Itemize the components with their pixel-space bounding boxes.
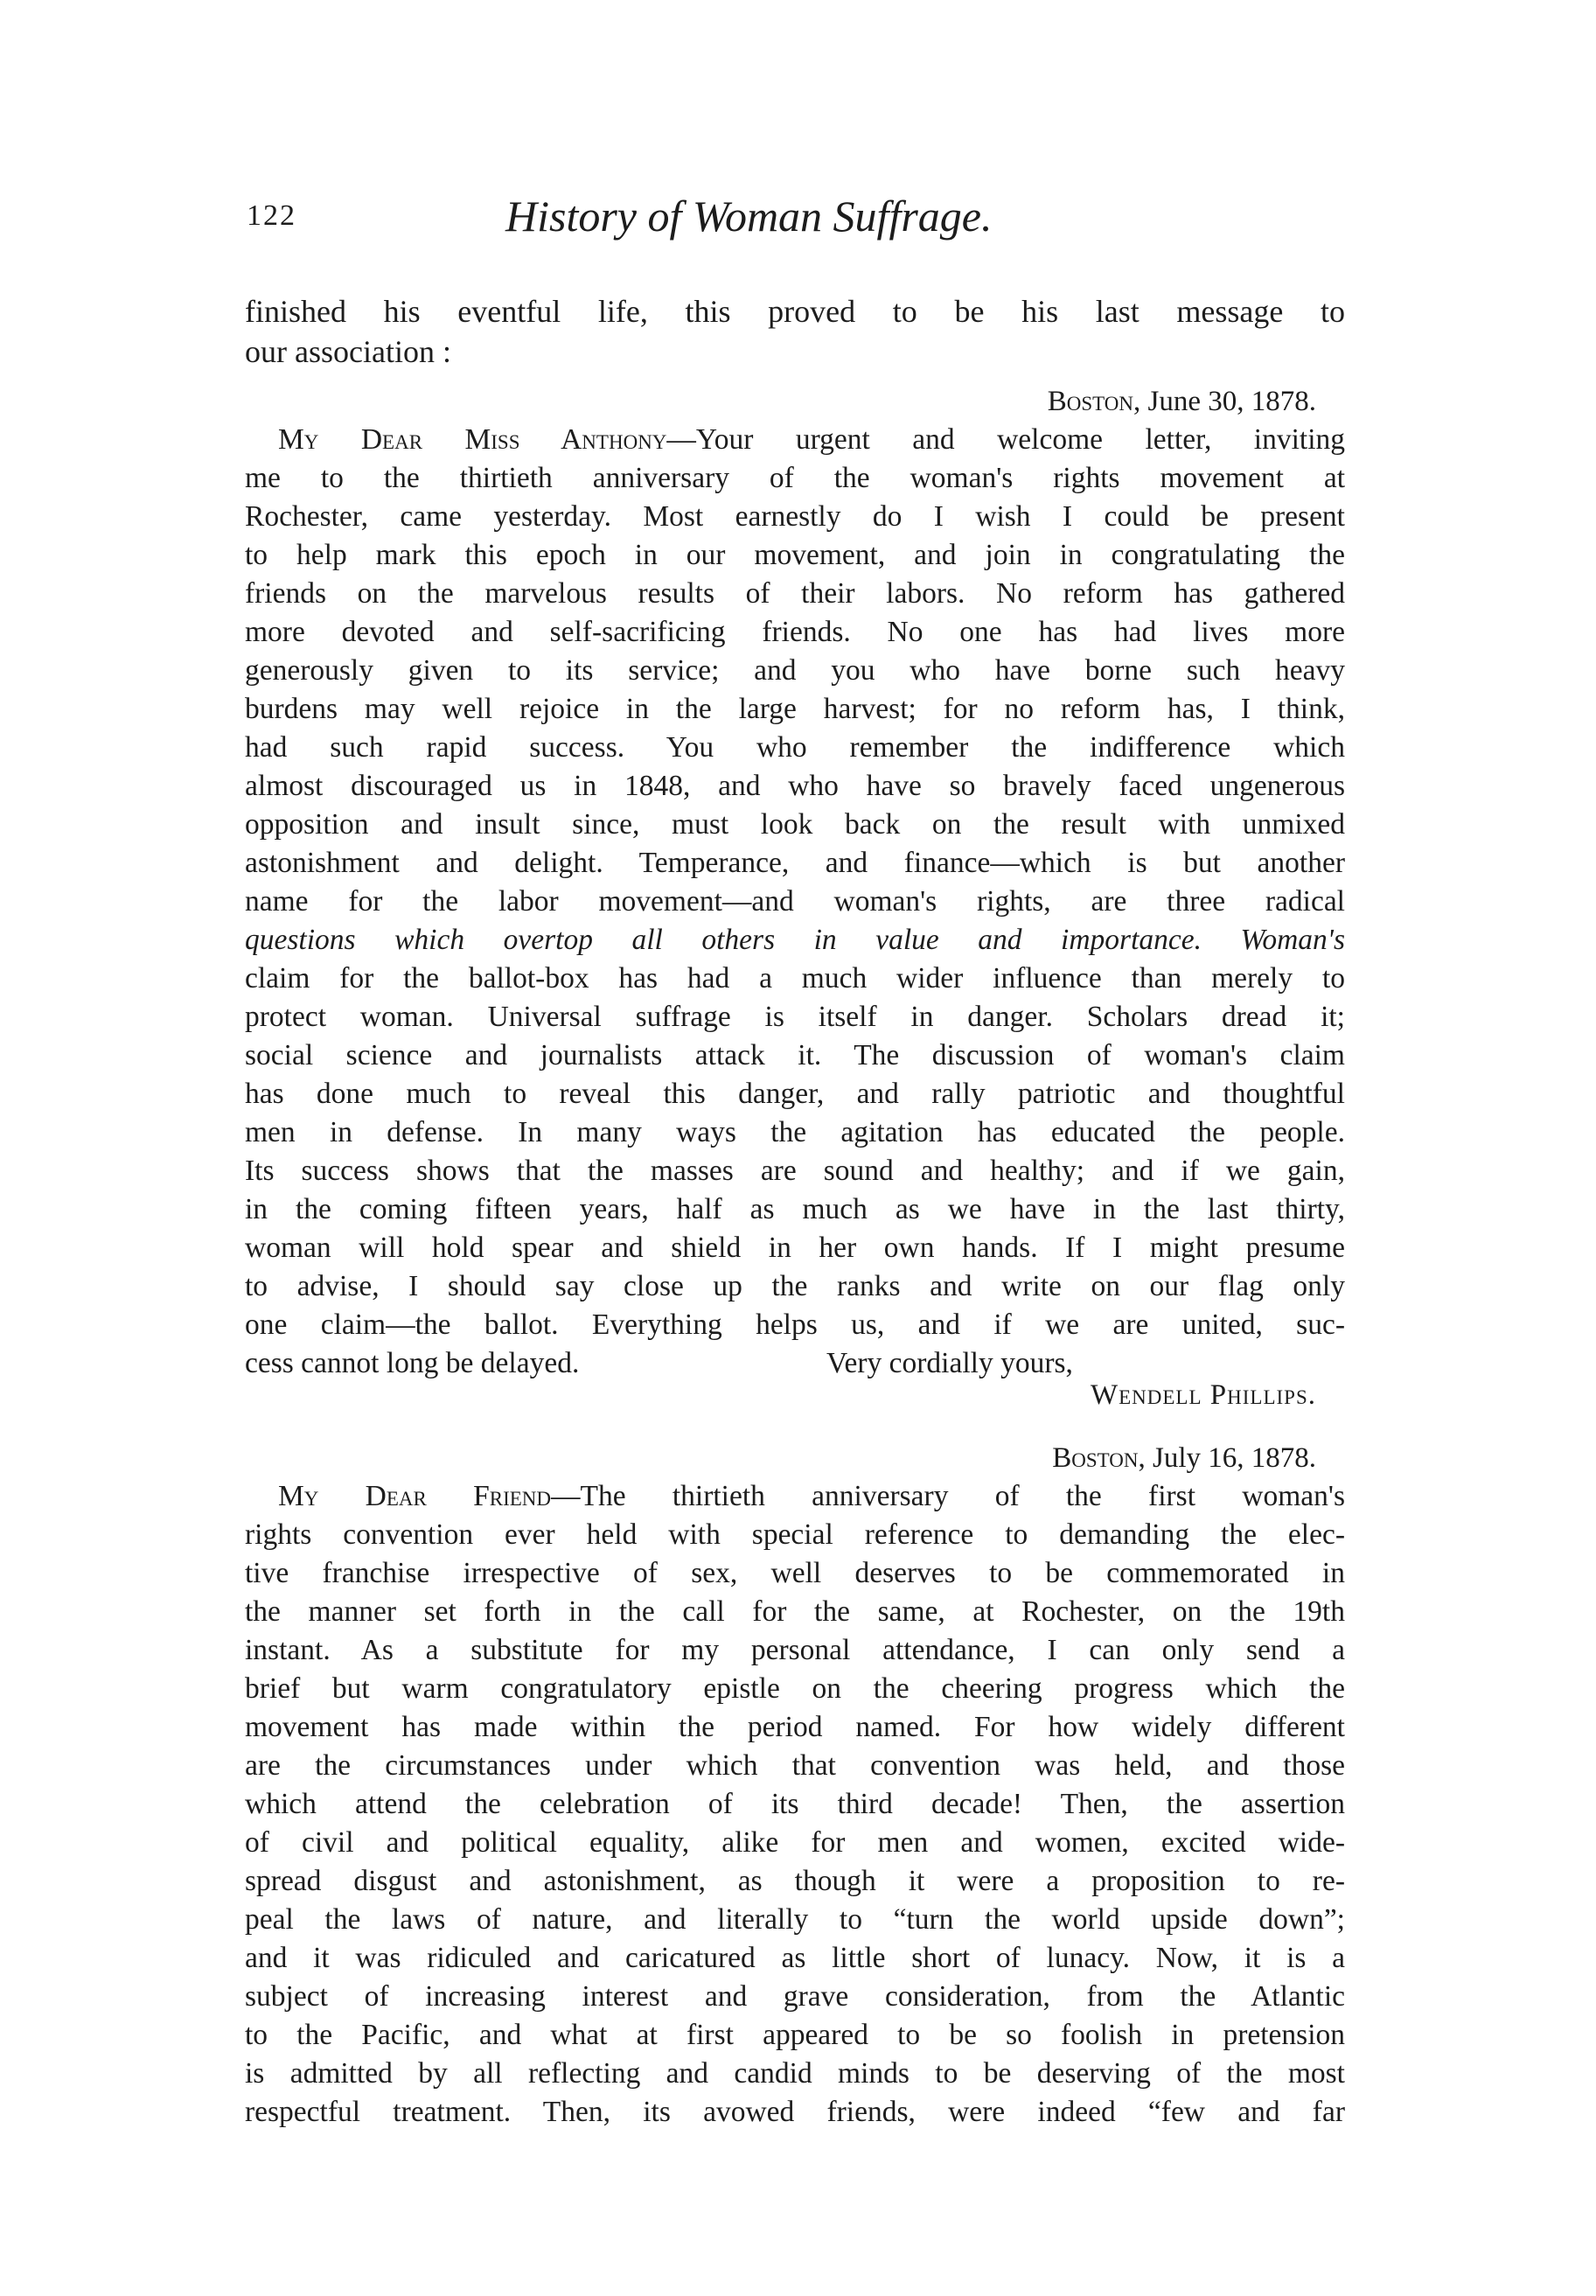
letter-first-line	[245, 421, 1345, 459]
letter-first-line-text: —Your urgent and welcome letter, inviting	[666, 423, 1346, 456]
text-line: are the circumstances under which that convention was held, and those	[245, 1749, 1345, 1782]
text-line: protect woman. Universal suffrage is itself in danger. Scholars dread it;	[245, 1001, 1345, 1033]
letter-first-line-text: —The thirtieth anniversary of the first woman's	[551, 1480, 1345, 1512]
text-line: me to the thirtieth anniversary of the woman's rights movement at	[245, 462, 1345, 494]
text-line: instant. As a substitute for my personal attendance, I can only send a	[245, 1634, 1345, 1666]
dateline-date: June 30, 1878.	[1147, 386, 1316, 417]
letter-body	[245, 1477, 1345, 2132]
text-line: has done much to reveal this danger, and rally patriotic and thoughtful	[245, 1078, 1345, 1110]
letter-salutation: My Dear Miss Anthony	[278, 423, 667, 456]
complimentary-close: Very cordially yours,	[826, 1347, 1073, 1379]
letter-first-line	[245, 1477, 1345, 1516]
text-line: men in defense. In many ways the agitation has educated the people.	[245, 1116, 1345, 1148]
text-line: of civil and political equality, alike for men and women, excited wide-	[245, 1826, 1345, 1859]
text-line: had such rapid success. You who remember the indifference which	[245, 731, 1345, 764]
closing-sentence: cess cannot long be delayed.	[245, 1347, 580, 1379]
text-line: name for the labor movement—and woman's rights, are three radical	[245, 885, 1345, 918]
letter-dateline	[1052, 1439, 1316, 1477]
book-title: History of Woman Suffrage.	[505, 192, 993, 241]
text-line: and it was ridiculed and caricatured as little short of lunacy. Now, it is a	[245, 1942, 1345, 1974]
text-line: tive franchise irrespective of sex, well deserves to be commemorated in	[245, 1557, 1345, 1589]
text-line: generously given to its service; and you who have borne such heavy	[245, 654, 1345, 687]
text-line: to help mark this epoch in our movement, and join in congratulating the	[245, 539, 1345, 571]
text-line: spread disgust and astonishment, as though it were a proposition to re-	[245, 1865, 1345, 1897]
text-line: burdens may well rejoice in the large harvest; for no reform has, I think,	[245, 693, 1345, 725]
text-line: friends on the marvelous results of their labors. No reform has gathered	[245, 577, 1345, 610]
text-line: astonishment and delight. Temperance, and finance—which is but another	[245, 847, 1345, 879]
running-head	[247, 191, 1349, 252]
text-line: one claim—the ballot. Everything helps us, and if we are united, suc-	[245, 1309, 1345, 1341]
text-line: respectful treatment. Then, its avowed friends, were indeed “few and far	[245, 2096, 1345, 2128]
letter-signature: Wendell Phillips.	[1090, 1379, 1316, 1411]
letter-dateline	[1048, 382, 1316, 421]
text-line: which attend the celebration of its third decade! Then, the assertion	[245, 1788, 1345, 1820]
page-number: 122	[247, 199, 296, 232]
text-line: brief but warm congratulatory epistle on the cheering progress which the	[245, 1672, 1345, 1705]
text-line: social science and journalists attack it. The discussion of woman's claim	[245, 1039, 1345, 1071]
text-line: woman will hold spear and shield in her own hands. If I might presume	[245, 1232, 1345, 1264]
dateline-date: July 16, 1878.	[1152, 1442, 1316, 1474]
dateline-place: Boston,	[1047, 386, 1141, 417]
text-line: almost discouraged us in 1848, and who have so bravely faced ungenerous	[245, 770, 1345, 802]
text-line: to advise, I should say close up the ranks and write on our flag only	[245, 1270, 1345, 1302]
dateline-place: Boston,	[1052, 1442, 1146, 1474]
text-line: is admitted by all reflecting and candid minds to be deserving of the most	[245, 2057, 1345, 2090]
text-line: finished his eventful life, this proved to be his last message to	[245, 294, 1345, 329]
text-line: movement has made within the period named. For how widely different	[245, 1711, 1345, 1743]
text-line: our association :	[245, 334, 451, 369]
letter-body	[245, 421, 1345, 1383]
text-line: Its success shows that the masses are sound and healthy; and if we gain,	[245, 1155, 1345, 1187]
text-line: questions which overtop all others in value and importance. Woman's	[245, 924, 1345, 956]
text-line: claim for the ballot-box has had a much wider influence than merely to	[245, 962, 1345, 994]
text-line: subject of increasing interest and grave consideration, from the Atlantic	[245, 1980, 1345, 2013]
text-line: to the Pacific, and what at first appeared to be so foolish in pretension	[245, 2019, 1345, 2051]
text-line: rights convention ever held with special reference to demanding the elec-	[245, 1518, 1345, 1551]
text-line: the manner set forth in the call for the same, at Rochester, on the 19th	[245, 1595, 1345, 1628]
text-line: peal the laws of nature, and literally to “turn the world upside down”;	[245, 1903, 1345, 1936]
text-line: opposition and insult since, must look back on the result with unmixed	[245, 808, 1345, 841]
text-line: more devoted and self-sacrificing friends. No one has had lives more	[245, 616, 1345, 648]
text-line: Rochester, came yesterday. Most earnestly do I wish I could be present	[245, 500, 1345, 533]
opening-paragraph	[245, 291, 1345, 372]
text-line: in the coming fifteen years, half as much as we have in the last thirty,	[245, 1193, 1345, 1225]
letter-salutation: My Dear Friend	[278, 1480, 552, 1512]
